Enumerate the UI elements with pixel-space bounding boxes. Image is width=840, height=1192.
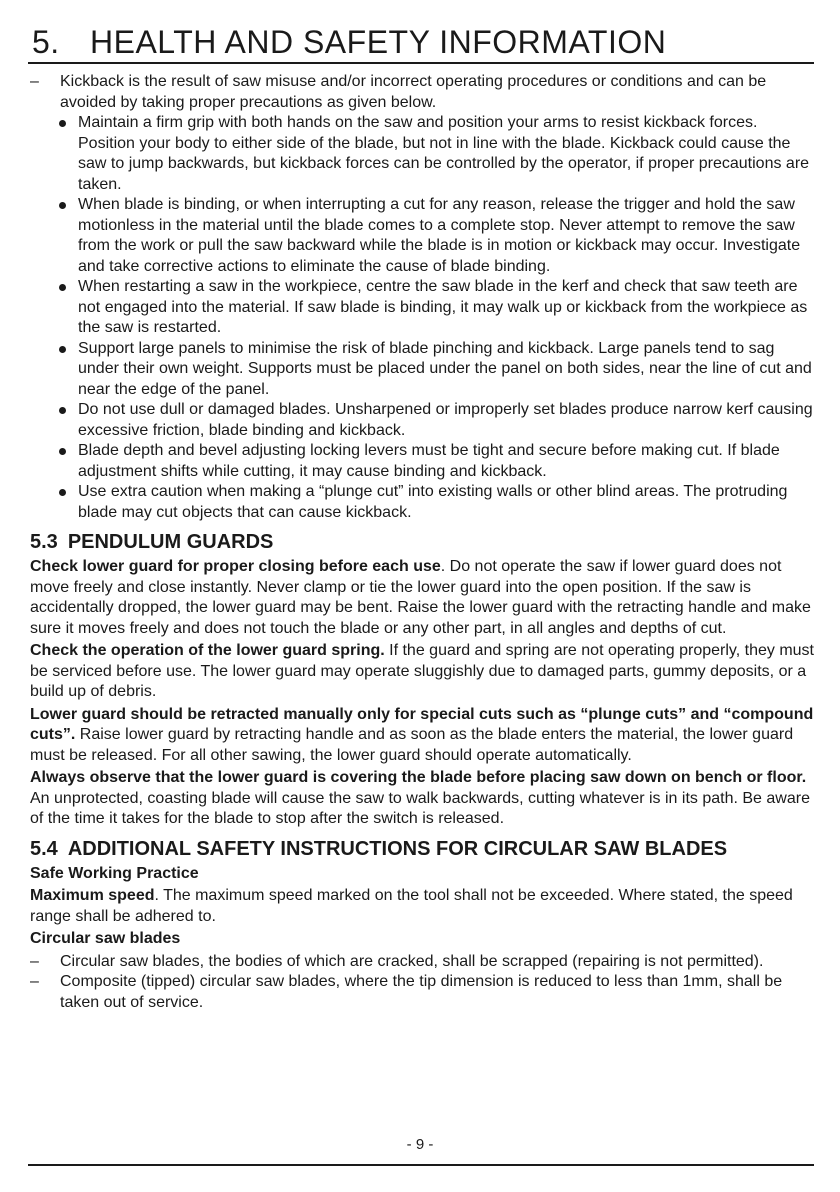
bold-lead: Check the operation of the lower guard spring. [30, 642, 385, 659]
subheading-safe-working-practice: Safe Working Practice [30, 864, 199, 882]
section-heading-5-3 [30, 529, 814, 555]
section-number: 5.4 [30, 837, 58, 860]
paragraph [30, 641, 814, 703]
kickback-intro: – Kickback is the result of saw misuse and/or incorrect operating procedures or conditions and can be avoided by taking proper precautions as given below. [30, 72, 814, 113]
section-title: ADDITIONAL SAFETY INSTRUCTIONS FOR CIRCULAR SAW BLADES [67, 837, 728, 860]
kickback-bullet: Support large panels to minimise the risk of blade pinching and kickback. Large panels tend to sag under their own weight. Supports must be placed under the panel on both sides, near the line of cut and near the edge of the panel. [78, 339, 814, 401]
kickback-bullets [30, 113, 814, 523]
bold-lead: Maximum speed [30, 887, 155, 904]
page-number: - 9 - [406, 1136, 434, 1153]
section-heading-5-4 [30, 836, 814, 862]
paragraph [30, 705, 814, 767]
subheading-circular-saw-blades: Circular saw blades [30, 930, 181, 947]
kickback-bullet: Do not use dull or damaged blades. Unsharpened or improperly set blades produce narrow kerf causing excessive friction, blade binding and kickback. [78, 400, 814, 441]
blade-dash-item: – Composite (tipped) circular saw blades, where the tip dimension is reduced to less than 1mm, shall be taken out of service. [30, 972, 814, 1013]
section-title: PENDULUM GUARDS [67, 531, 274, 553]
title-number: 5. [32, 24, 60, 60]
paragraph-text: . Do not operate the saw if lower guard does not move freely and close instantly. Never clamp or tie the lower guard into the open position. If the saw is accidentally dropped, the lower guard may be bent. Raise the lower guard with the retracting handle and make sure it moves freely and does not touch the blade or any other part, in all angles and depths of cut. [30, 558, 811, 637]
section-number: 5.3 [30, 531, 58, 553]
bold-lead: Check lower guard for proper closing before each use [30, 558, 441, 575]
blade-dash-item: – Circular saw blades, the bodies of which are cracked, shall be scrapped (repairing is not permitted). [30, 952, 814, 973]
kickback-bullet: Maintain a firm grip with both hands on the saw and position your arms to resist kickback forces. Position your body to either side of the blade, but not in line with the blade. Kickback could cause the saw to jump backwards, but kickback forces can be controlled by the operator, if proper precautions are taken. [78, 113, 814, 195]
paragraph-text: . The maximum speed marked on the tool shall not be exceeded. Where stated, the speed range shall be adhered to. [30, 887, 793, 925]
page-title [32, 20, 666, 64]
kickback-bullet: When restarting a saw in the workpiece, centre the saw blade in the kerf and check that saw teeth are not engaged into the material. If saw blade is binding, it may walk up or kickback from the workpiece as the saw is restarted. [78, 277, 814, 339]
footer-rule [28, 1164, 814, 1166]
paragraph [30, 768, 814, 830]
paragraph [30, 557, 814, 639]
kickback-bullet: Use extra caution when making a “plunge cut” into existing walls or other blind areas. The protruding blade may cut objects that can cause kickback. [78, 482, 814, 523]
paragraph-text: If the guard and spring are not operating properly, they must be serviced before use. The lower guard may operate sluggishly due to damaged parts, gummy deposits, or a build up of debris. [30, 642, 814, 700]
paragraph-text: An unprotected, coasting blade will cause the saw to walk backwards, cutting whatever is in its path. Be aware of the time it takes for the blade to stop after the switch is released. [30, 789, 810, 827]
kickback-bullet: When blade is binding, or when interrupting a cut for any reason, release the trigger and hold the saw motionless in the material until the blade comes to a complete stop. Never attempt to remove the saw from the work or pull the saw backward while the blade is in motion or kickback may occur. Investigate and take corrective actions to eliminate the cause of blade binding. [78, 195, 814, 277]
paragraph [30, 886, 814, 927]
main-content [30, 72, 814, 1013]
bold-lead: Always observe that the lower guard is covering the blade before placing saw down on bench or floor. [30, 769, 807, 786]
title-text: HEALTH AND SAFETY INFORMATION [90, 24, 667, 60]
bold-lead: Lower guard should be retracted manually only for special cuts such as “plunge cuts” and “compound cuts”. [30, 705, 814, 743]
title-rule [28, 62, 814, 64]
kickback-bullet: Blade depth and bevel adjusting locking levers must be tight and secure before making cut. If blade adjustment shifts while cutting, it may cause binding and kickback. [78, 441, 814, 482]
paragraph-text: Raise lower guard by retracting handle and as soon as the blade enters the material, the lower guard must be released. For all other sawing, the lower guard should operate automatically. [30, 726, 794, 764]
